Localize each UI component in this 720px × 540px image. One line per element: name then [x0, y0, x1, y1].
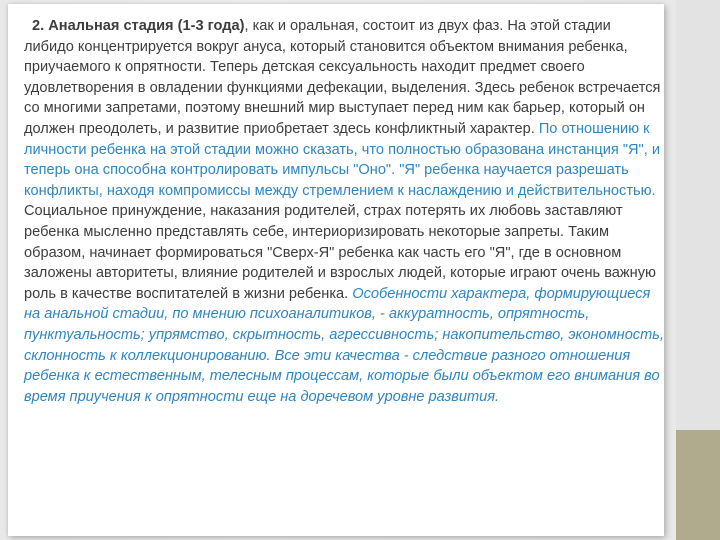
text-part-1: , как и оральная, состоит из двух фаз. На этой стадии либидо концентрируется вокруг ануса, который становится объектом внимания ребенка, приучаемого к опрятности. Теперь детская сексуальность находит предмет своего удовлетворения в овладении функциями дефекации, выделения. Здесь ребенок встречается со многими запретами, поэтому внешний мир выступает перед ним как барьер, который он должен преодолеть, и развитие приобретает здесь конфликтный характер. [24, 18, 661, 137]
content-card [8, 4, 664, 536]
indent [24, 18, 32, 34]
text-part-2-highlight: По отношению к личности ребенка на этой стадии можно сказать, что полностью образована инстанция "Я", и теперь она способна контролировать импульсы "Оно". "Я" ребенка научается разрешать конфликты, находя компромиссы между стремлением к наслаждению и действительностью. [24, 120, 660, 199]
text-part-3: Социальное принуждение, наказания родителей, страх потерять их любовь заставляют ребенка мысленно представлять себе, интериоризировать некоторые запреты. Таким образом, начинает формироваться "Сверх-Я" ребенка как часть его "Я", где в основном заложены авторитеты, влияние родителей и взрослых людей, которые играют очень важную роль в качестве воспитателей в жизни ребенка. [24, 203, 656, 302]
body-paragraph [24, 16, 664, 407]
side-strip-olive [676, 430, 720, 540]
stage-heading: 2. Анальная стадия (1-3 года) [32, 18, 245, 34]
side-strip-grey [676, 0, 720, 430]
text-part-4-character-traits: Особенности характера, формирующиеся на анальной стадии, по мнению психоаналитиков, - аккуратность, опрятность, пунктуальность; упрямство, скрытность, агрессивность; накопительство, экономность, склонность к коллекционированию. Все эти качества - следствие разного отношения ребенка к естественным, телесным процессам, которые были объектом его внимания во время приучения к опрятности еще на доречевом уровне развития. [24, 285, 664, 405]
